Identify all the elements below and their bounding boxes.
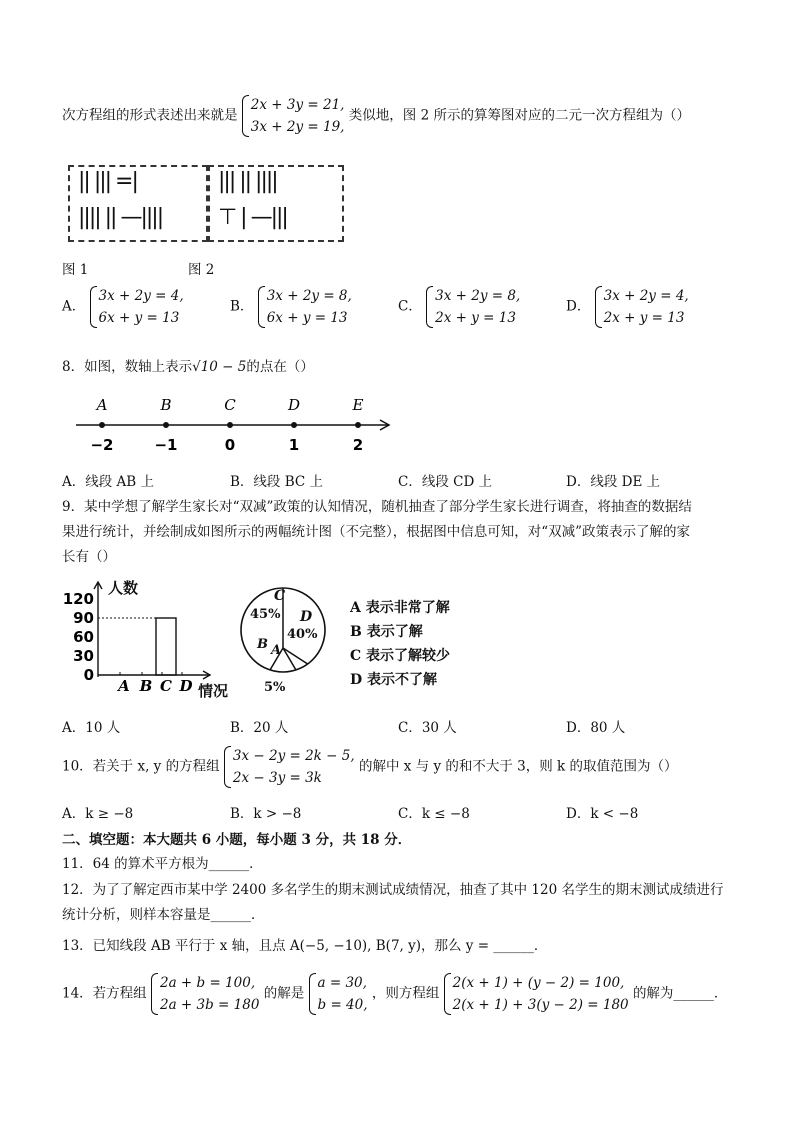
q9-choice-c[interactable]: C．30 人 xyxy=(398,720,457,736)
number-line-tick: 2 xyxy=(352,436,364,454)
q7-given-system: 2x + 3y = 21, 3x + 2y = 19, xyxy=(242,94,345,138)
bar-x-tick-a: A xyxy=(118,677,130,695)
q9-choice-a[interactable]: A．10 人 xyxy=(62,720,121,736)
figure-1-top-row: || ||| =| xyxy=(78,169,137,194)
pie-label-a: A xyxy=(271,643,282,658)
legend-a: A 表示非常了解 xyxy=(350,600,450,616)
number-line-label-b: B xyxy=(160,396,172,414)
number-line-point-c xyxy=(227,422,233,428)
pie-label-c: C xyxy=(274,588,286,604)
legend-b: B 表示了解 xyxy=(350,624,423,640)
figure-1-bottom-row: |||| || —|||| xyxy=(78,205,163,230)
pie-pct-a: 5% xyxy=(264,680,286,695)
figure-1-label: 图 1 xyxy=(62,262,89,278)
legend-c: C 表示了解较少 xyxy=(350,648,451,664)
bar-ylabel: 人数 xyxy=(108,579,139,597)
q14: 14．若方程组 2a + b = 100, 2a + 3b = 180 的解是 a = 30, b = 40, ，则方程组 2(x + 1) + (y − 2) = 100, 2(x + 1) + 3(y − 2) = 180 的解为______． xyxy=(62,975,728,1013)
bar-x-tick-c: C xyxy=(160,677,172,695)
number-line-point-d xyxy=(291,422,297,428)
pie-pct-d: 40% xyxy=(287,627,318,642)
legend-d: D 表示不了解 xyxy=(350,672,438,688)
pie-divider xyxy=(283,648,308,664)
q10-stem: 10．若关于 x, y 的方程组 3x − 2y = 2k − 5, 2x − 3y = 3k 的解中 x 与 y 的和不大于 3，则 k 的取值范围为（） xyxy=(62,748,678,786)
number-line-point-e xyxy=(355,422,361,428)
number-line-label-c: C xyxy=(224,396,236,414)
bar-y-tick: 0 xyxy=(83,666,94,684)
bar-y-tick: 90 xyxy=(73,609,94,627)
number-line-tick: −2 xyxy=(90,436,114,454)
pie-pct-c: 45% xyxy=(250,607,281,622)
bar-y-tick: 30 xyxy=(73,647,94,665)
q12-line-1: 12．为了了解定西市某中学 2400 多名学生的期末测试成绩情况，抽查了其中 120 名学生的期末测试成绩进行 xyxy=(62,882,724,898)
q8-choice-b[interactable]: B．线段 BC 上 xyxy=(230,474,324,490)
figure-2-label: 图 2 xyxy=(188,262,215,278)
q11: 11．64 的算术平方根为______． xyxy=(62,856,263,872)
bar-x-tick-d: D xyxy=(179,677,193,695)
q8-choice-a[interactable]: A．线段 AB 上 xyxy=(62,474,155,490)
number-line-label-a: A xyxy=(96,396,108,414)
q10-choice-d[interactable]: D．k < −8 xyxy=(566,806,639,822)
q10-choice-c[interactable]: C．k ≤ −8 xyxy=(398,806,470,822)
number-line-tick: −1 xyxy=(154,436,178,454)
q7-choice-c[interactable]: C． 3x + 2y = 8, 2x + y = 13 xyxy=(398,288,521,326)
number-line xyxy=(70,392,400,462)
q9-stem-line-2: 果进行统计，并绘制成如图所示的两幅统计图（不完整），根据图中信息可知，对“双减”政策表示了解的家 xyxy=(62,524,691,540)
number-line-label-d: D xyxy=(287,396,301,414)
q12-line-2: 统计分析，则样本容量是______． xyxy=(62,907,265,923)
q9-choice-b[interactable]: B．20 人 xyxy=(230,720,289,736)
bar-y-tick: 60 xyxy=(73,628,94,646)
q9-stem-line-1: 9．某中学想了解学生家长对“双减”政策的认知情况，随机抽查了部分学生家长进行调查，将抽查的数据结 xyxy=(62,499,692,515)
bar-y-tick: 120 xyxy=(62,590,94,608)
q8-choice-c[interactable]: C．线段 CD 上 xyxy=(398,474,493,490)
q7-choice-b[interactable]: B． 3x + 2y = 8, 6x + y = 13 xyxy=(230,288,352,326)
q8-choice-d[interactable]: D．线段 DE 上 xyxy=(566,474,661,490)
q9-stem-line-3: 长有（） xyxy=(62,549,116,565)
q7-choice-d[interactable]: D． 3x + 2y = 4, 2x + y = 13 xyxy=(566,288,689,326)
q10-choice-a[interactable]: A．k ≥ −8 xyxy=(62,806,134,822)
q13: 13．已知线段 AB 平行于 x 轴，且点 A(−5, −10), B(7, y)，那么 y = ______． xyxy=(62,938,548,954)
pie-label-b: B xyxy=(257,637,268,652)
figure-2-top-row: ||| || |||| xyxy=(218,169,277,194)
number-line-label-e: E xyxy=(352,396,364,414)
number-line-point-a xyxy=(99,422,105,428)
number-line-point-b xyxy=(163,422,169,428)
q10-choice-b[interactable]: B．k > −8 xyxy=(230,806,302,822)
bar-xlabel: 情况 xyxy=(198,682,229,700)
pie-label-d: D xyxy=(300,609,313,625)
pie-divider xyxy=(283,648,296,670)
number-line-tick: 0 xyxy=(224,436,236,454)
q9-choice-d[interactable]: D．80 人 xyxy=(566,720,626,736)
q7-choice-a[interactable]: A． 3x + 2y = 4, 6x + y = 13 xyxy=(62,288,184,326)
q8-stem: 8．如图，数轴上表示√10 − 5的点在（） xyxy=(62,359,314,375)
number-line-tick: 1 xyxy=(288,436,300,454)
bar-x-tick-b: B xyxy=(139,677,153,695)
bar-c xyxy=(156,618,176,675)
q7-stem: 次方程组的形式表述出来就是 2x + 3y = 21, 3x + 2y = 19, 类似地，图 2 所示的算筹图对应的二元一次方程组为（） xyxy=(62,94,690,138)
section-2-heading: 二、填空题：本大题共 6 小题，每小题 3 分，共 18 分． xyxy=(62,832,412,848)
figure-2-bottom-row: ⊤ | —||| xyxy=(218,205,287,230)
